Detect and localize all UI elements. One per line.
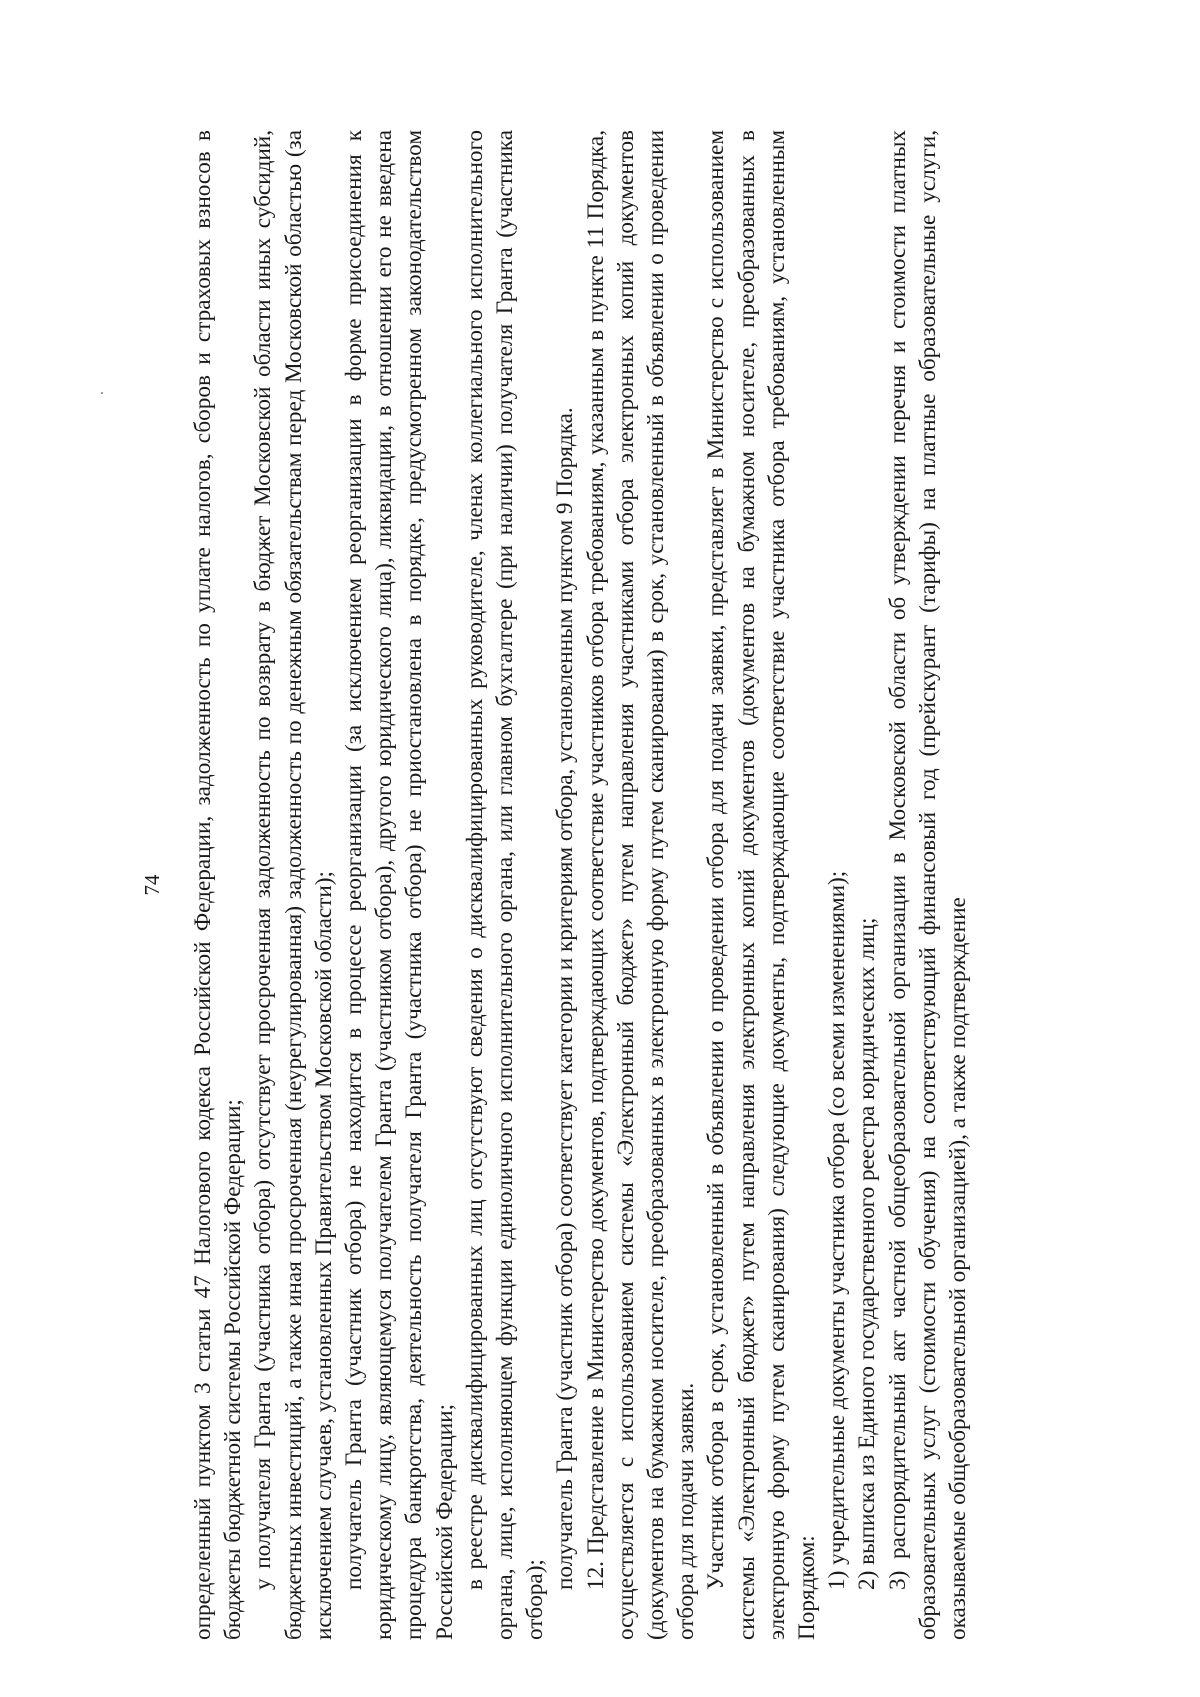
rotated-document-page: [140, 130, 1060, 1640]
list-item-registry-extract: 2) выписка из Единого государственного реестра юридических лиц;: [854, 917, 881, 1590]
list-item-administrative-act: 3) распорядительный акт частной общеобразовательной организации в Московской области об утверждении перечня и стоимости платных образовательных услуг (стоимости обучения) на соответствующий финансовый год (прейскурант (тарифы) на платные образовательные услуги, оказываемые общеобразовательной организацией), а также подтверждение: [884, 130, 972, 1640]
paragraph-no-overdue-debt: у получателя Гранта (участника отбора) отсутствует просроченная задолженность по возврату в бюджет Московской области иных субсидий, бюджетных инвестиций, а также иная просроченная (неурегулированная) задолженность по денежным обязательствам перед Московской областью (за исключением случаев, установленных Правительством Московской области);: [250, 130, 337, 1640]
list-item-founding-documents: 1) учредительные документы участника отбора (со всеми изменениями);: [824, 870, 851, 1590]
paragraph-item-12: 12. Представление в Министерство документов, подтверждающих соответствие участников отбора требованиям, указанным в пункте 11 Порядка, осуществляется с использованием системы «Электронный бюджет» путем направления участниками отбора электронных копий документов (документов на бумажном носителе, преобразованных в электронную форму путем сканирования) в срок, установленный в объявлении о проведении отбора для подачи заявки.: [582, 130, 700, 1640]
paragraph-disqualified-persons: в реестре дисквалифицированных лиц отсутствуют сведения о дисквалифицированных руководителе, членах коллегиального исполнительного органа, лице, исполняющем функции единоличного исполнительного органа, или главном бухгалтере (при наличии) получателя Гранта (участника отбора);: [461, 130, 549, 1640]
paragraph-tax-debt-continuation: определенный пунктом 3 статьи 47 Налогового кодекса Российской Федерации, задолженность по уплате налогов, сборов и страховых взносов в бюджеты бюджетной системы Российской Федерации;: [190, 130, 247, 1640]
paragraph-meets-criteria: получатель Гранта (участник отбора) соответствует категории и критериям отбора, установленным пунктом 9 Порядка.: [552, 407, 579, 1590]
paragraph-no-reorganization: получатель Гранта (участник отбора) не находится в процессе реорганизации (за исключением реорганизации в форме присоединения к юридическому лицу, являющемуся получателем Гранта (участником отбора), другого юридического лица), ликвидации, в отношении его не введена процедура банкротства, деятельность получателя Гранта (участника отбора) не приостановлена в порядке, предусмотренном законодательством Российской Федерации;: [341, 130, 458, 1640]
page-number: 74: [140, 874, 164, 896]
scan-artifact-dot: [101, 392, 103, 394]
paragraph-participant-submits: Участник отбора в срок, установленный в объявлении о проведении отбора для подачи заявки, представляет в Министерство с использованием системы «Электронный бюджет» путем направления электронных копий документов (документов на бумажном носителе, преобразованных в электронную форму путем сканирования) следующие документы, подтверждающие соответствие участника отбора требованиям, установленным Порядком:: [703, 130, 821, 1640]
document-body: [188, 130, 973, 1640]
